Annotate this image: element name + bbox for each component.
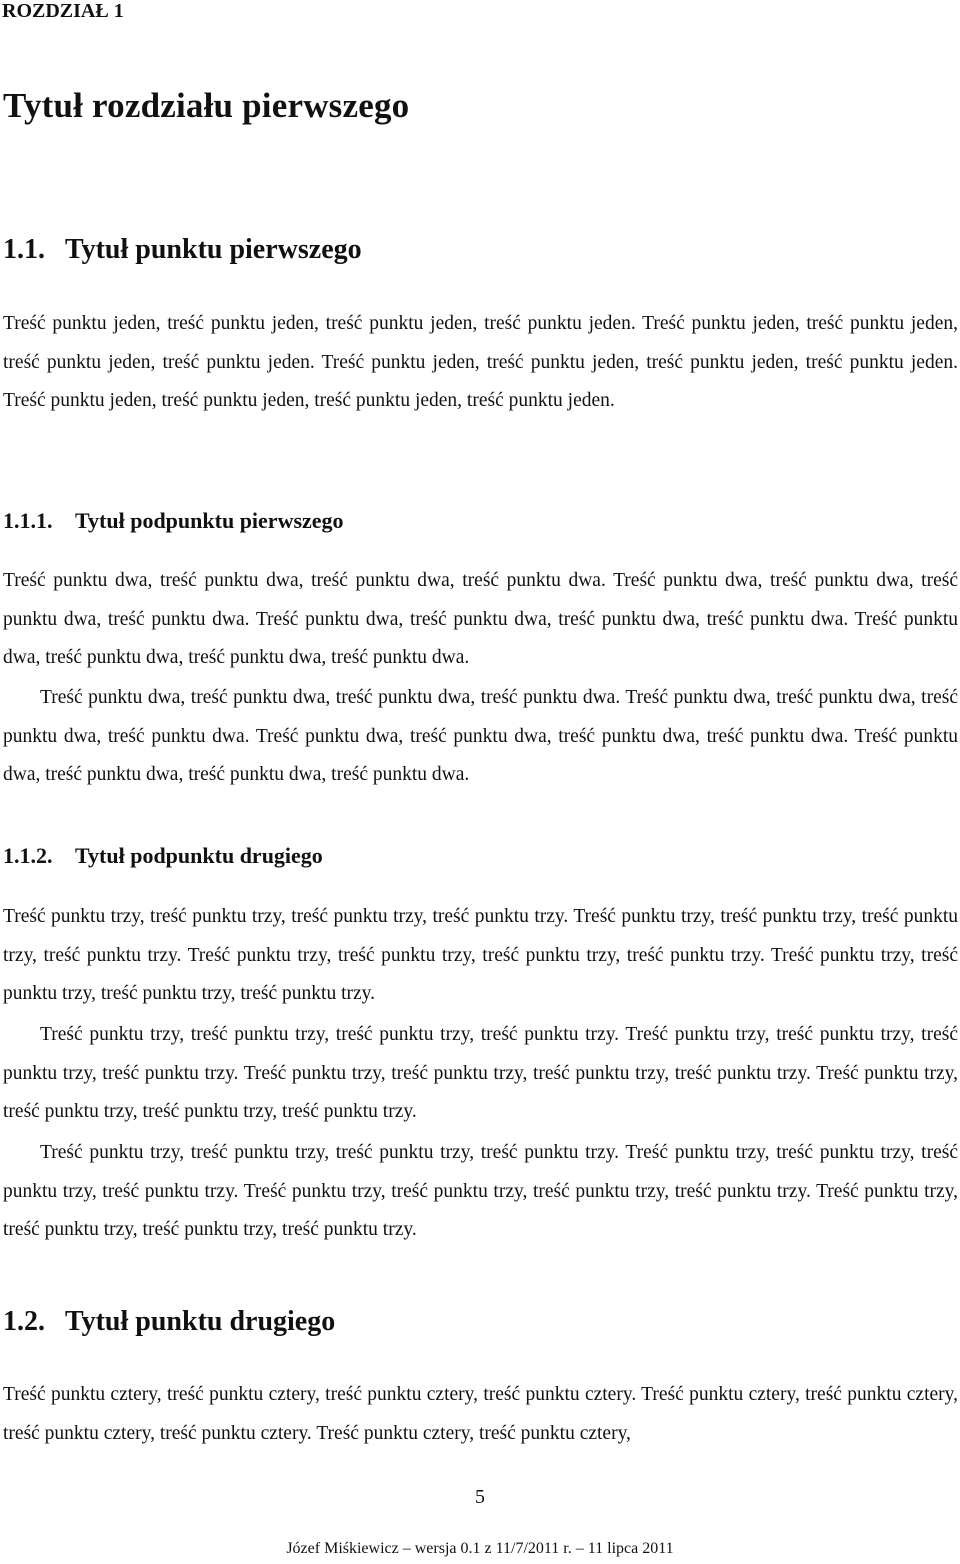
section-number: 1.1. [3, 234, 45, 265]
subsection-number: 1.1.1. [3, 508, 53, 533]
chapter-label: ROZDZIAŁ 1 [2, 0, 124, 22]
chapter-title: Tytuł rozdziału pierwszego [3, 86, 410, 125]
subsection-title: Tytuł podpunktu drugiego [75, 843, 323, 868]
paragraph: Treść punktu jeden, treść punktu jeden, treść punktu jeden, treść punktu jeden. Treść punktu jeden, treść punktu jeden, treść punktu jeden, treść punktu jeden. Treść punktu jeden, treść punktu jeden, treść punktu jeden, treść punktu jeden. Treść punktu jeden, treść punktu jeden, treść punktu jeden, treść punktu jeden. [3, 313, 958, 411]
subsection-number: 1.1.2. [3, 843, 53, 868]
paragraph: Treść punktu dwa, treść punktu dwa, treść punktu dwa, treść punktu dwa. Treść punktu dwa, treść punktu dwa, treść punktu dwa, treść punktu dwa. Treść punktu dwa, treść punktu dwa, treść punktu dwa, treść punktu dwa. Treść punktu dwa, treść punktu dwa, treść punktu dwa, treść punktu dwa. [3, 570, 958, 668]
paragraph: Treść punktu trzy, treść punktu trzy, treść punktu trzy, treść punktu trzy. Treść punktu trzy, treść punktu trzy, treść punktu trzy, treść punktu trzy. Treść punktu trzy, treść punktu trzy, treść punktu trzy, treść punktu trzy. Treść punktu trzy, treść punktu trzy, treść punktu trzy, treść punktu trzy. [3, 906, 958, 1004]
paragraph: Treść punktu dwa, treść punktu dwa, treść punktu dwa, treść punktu dwa. Treść punktu dwa, treść punktu dwa, treść punktu dwa, treść punktu dwa. Treść punktu dwa, treść punktu dwa, treść punktu dwa, treść punktu dwa. Treść punktu dwa, treść punktu dwa, treść punktu dwa, treść punktu dwa. [3, 687, 958, 785]
page-number: 5 [475, 1486, 485, 1508]
section-heading-1-1 [3, 234, 362, 266]
paragraph: Treść punktu cztery, treść punktu cztery, treść punktu cztery, treść punktu cztery. Treść punktu cztery, treść punktu cztery, treść punktu cztery, treść punktu cztery. Treść punktu cztery, treść punktu cztery, [3, 1384, 958, 1444]
subsection-heading-1-1-2 [3, 843, 323, 869]
subsection-title: Tytuł podpunktu pierwszego [75, 508, 344, 533]
section-title: Tytuł punktu drugiego [65, 1306, 336, 1337]
page-footer: Józef Miśkiewicz – wersja 0.1 z 11/7/2011 r. – 11 lipca 2011 [286, 1540, 674, 1557]
paragraph: Treść punktu trzy, treść punktu trzy, treść punktu trzy, treść punktu trzy. Treść punktu trzy, treść punktu trzy, treść punktu trzy, treść punktu trzy. Treść punktu trzy, treść punktu trzy, treść punktu trzy, treść punktu trzy. Treść punktu trzy, treść punktu trzy, treść punktu trzy, treść punktu trzy. [3, 1024, 958, 1122]
section-heading-1-2 [3, 1306, 335, 1338]
section-title: Tytuł punktu pierwszego [65, 234, 362, 265]
paragraph: Treść punktu trzy, treść punktu trzy, treść punktu trzy, treść punktu trzy. Treść punktu trzy, treść punktu trzy, treść punktu trzy, treść punktu trzy. Treść punktu trzy, treść punktu trzy, treść punktu trzy, treść punktu trzy. Treść punktu trzy, treść punktu trzy, treść punktu trzy, treść punktu trzy. [3, 1142, 958, 1240]
section-number: 1.2. [3, 1306, 45, 1337]
subsection-heading-1-1-1 [3, 508, 344, 534]
